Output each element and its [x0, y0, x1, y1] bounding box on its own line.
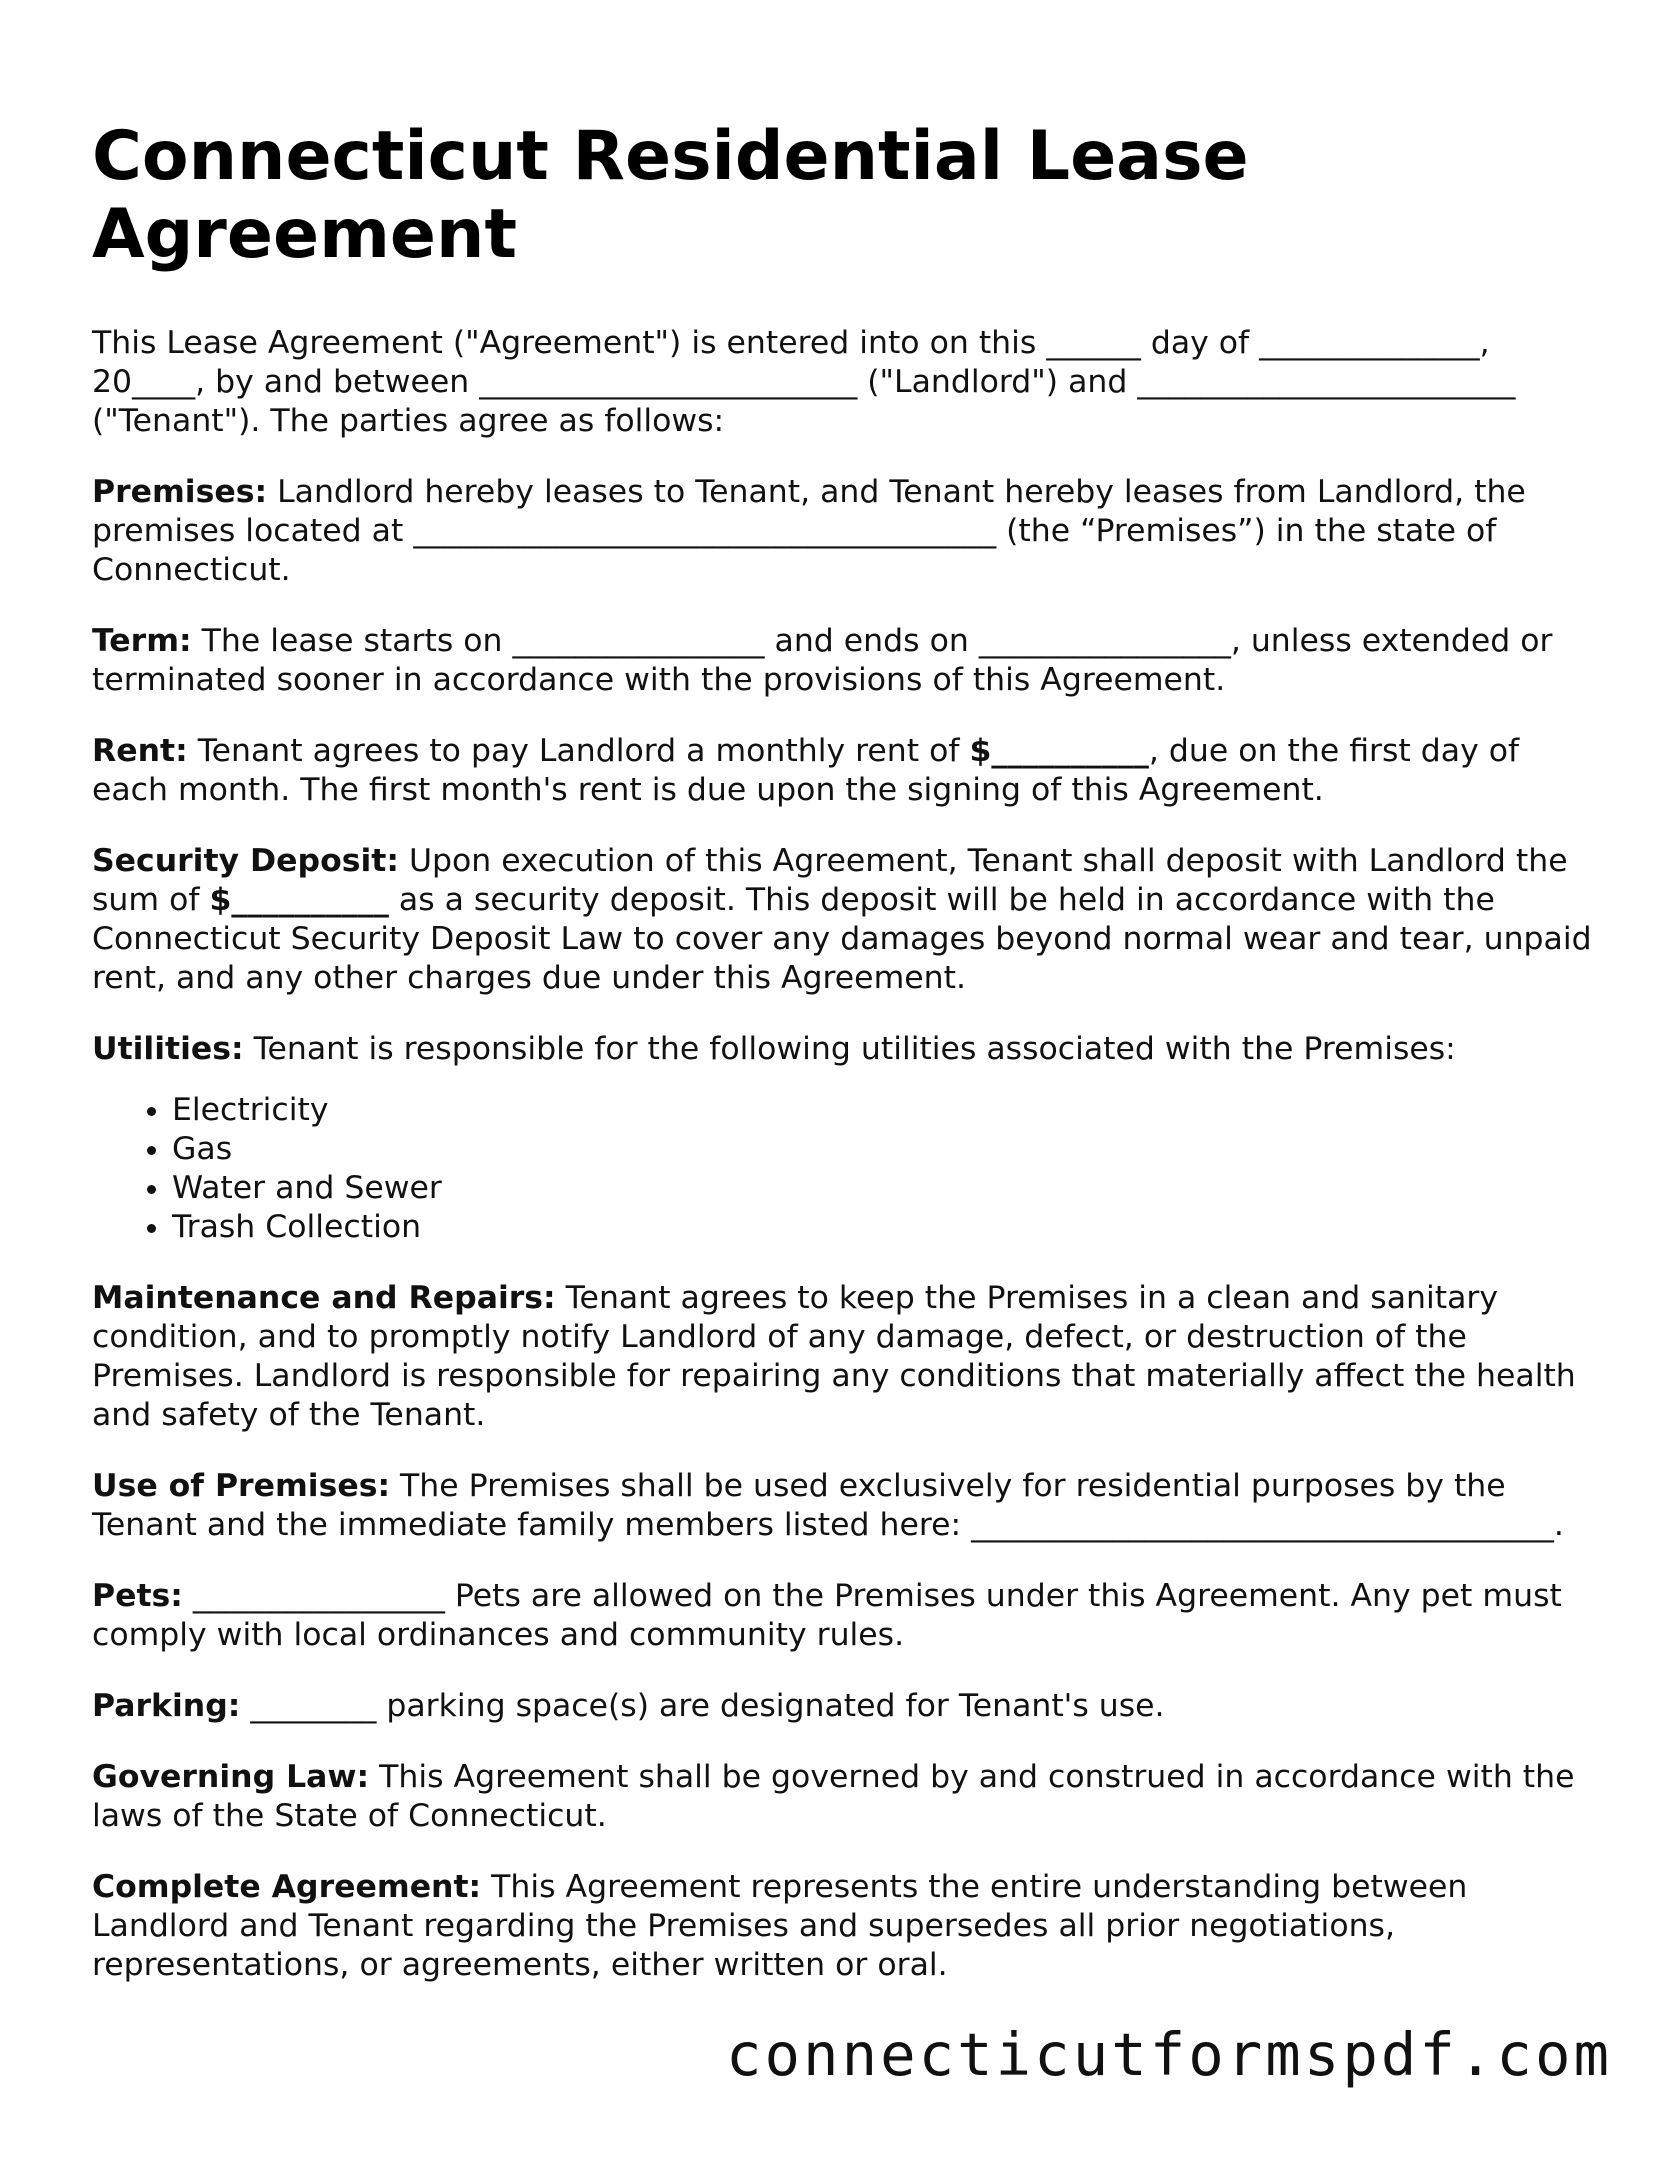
parking-text: ________ parking space(s) are designated for Tenant's use.: [240, 1688, 1165, 1724]
maintenance-heading: Maintenance and Repairs:: [92, 1280, 556, 1316]
security-deposit-heading: Security Deposit:: [92, 843, 399, 879]
use-of-premises-heading: Use of Premises:: [92, 1468, 391, 1504]
parking-section: [92, 1687, 1592, 1726]
pets-section: [92, 1577, 1592, 1655]
rent-text-after: , due on the first day of each month. The first month's rent is due upon the signing of this Agreement.: [92, 733, 1520, 808]
maintenance-section: [92, 1279, 1592, 1435]
governing-law-text: This Agreement shall be governed by and construed in accordance with the laws of the State of Connecticut.: [92, 1759, 1575, 1834]
utilities-text: Tenant is responsible for the following utilities associated with the Premises:: [243, 1031, 1456, 1067]
term-section: [92, 622, 1592, 700]
term-heading: Term:: [92, 623, 192, 659]
security-deposit-amount-blank: $__________: [209, 882, 389, 918]
security-deposit-text-after: as a security deposit. This deposit will be held in accordance with the Connecticut Security Deposit Law to cover any damages beyond normal wear and tear, unpaid rent, and any other charges due under this Agreement.: [92, 882, 1592, 996]
pets-heading: Pets:: [92, 1578, 183, 1614]
list-item: • Gas: [172, 1130, 1592, 1169]
pets-text: ________________ Pets are allowed on the Premises under this Agreement. Any pet must comply with local ordinances and community rules.: [92, 1578, 1562, 1653]
premises-text: Landlord hereby leases to Tenant, and Tenant hereby leases from Landlord, the premises located at _____________________________________ (the “Premises”) in the state of Connecticut.: [92, 474, 1526, 588]
premises-heading: Premises:: [92, 474, 268, 510]
use-of-premises-text: The Premises shall be used exclusively for residential purposes by the Tenant and the immediate family members listed here: _____________________________________.: [92, 1468, 1564, 1543]
governing-law-section: [92, 1758, 1592, 1836]
term-text: The lease starts on ________________ and ends on ________________, unless extended or terminated sooner in accordance with the provisions of this Agreement.: [92, 623, 1553, 698]
utilities-section: [92, 1030, 1592, 1069]
complete-agreement-text: This Agreement represents the entire understanding between Landlord and Tenant regarding the Premises and supersedes all prior negotiations, representations, or agreements, either written or oral.: [92, 1869, 1468, 1983]
document-title: Connecticut Residential Lease Agreement: [92, 117, 1249, 274]
lease-document: [92, 118, 1592, 2017]
governing-law-heading: Governing Law:: [92, 1759, 370, 1795]
list-item: • Water and Sewer: [172, 1169, 1592, 1208]
utilities-heading: Utilities:: [92, 1031, 244, 1067]
watermark: connecticutformspdf.com: [726, 2020, 1612, 2089]
security-deposit-text-before: Upon execution of this Agreement, Tenant shall deposit with Landlord the sum of: [92, 843, 1568, 918]
rent-section: [92, 732, 1592, 810]
maintenance-text: Tenant agrees to keep the Premises in a clean and sanitary condition, and to promptly notify Landlord of any damage, defect, or destruction of the Premises. Landlord is responsible for repairing any conditions that materially affect the health and safety of the Tenant.: [92, 1280, 1576, 1433]
list-item: • Electricity: [172, 1091, 1592, 1130]
complete-agreement-heading: Complete Agreement:: [92, 1869, 482, 1905]
security-deposit-section: [92, 842, 1592, 998]
rent-amount-blank: $__________: [969, 733, 1149, 769]
rent-text-before: Tenant agrees to pay Landlord a monthly rent of: [187, 733, 970, 769]
use-of-premises-section: [92, 1467, 1592, 1545]
intro-paragraph: This Lease Agreement ("Agreement") is entered into on this ______ day of ______________, 20____, by and between ________________________ ("Landlord") and ________________________ ("Tenant"). The parties agree as follows:: [92, 325, 1516, 439]
premises-section: [92, 473, 1592, 590]
parking-heading: Parking:: [92, 1688, 241, 1724]
rent-heading: Rent:: [92, 733, 188, 769]
complete-agreement-section: [92, 1868, 1592, 1985]
utilities-list: [92, 1091, 1592, 1247]
list-item: • Trash Collection: [172, 1208, 1592, 1247]
